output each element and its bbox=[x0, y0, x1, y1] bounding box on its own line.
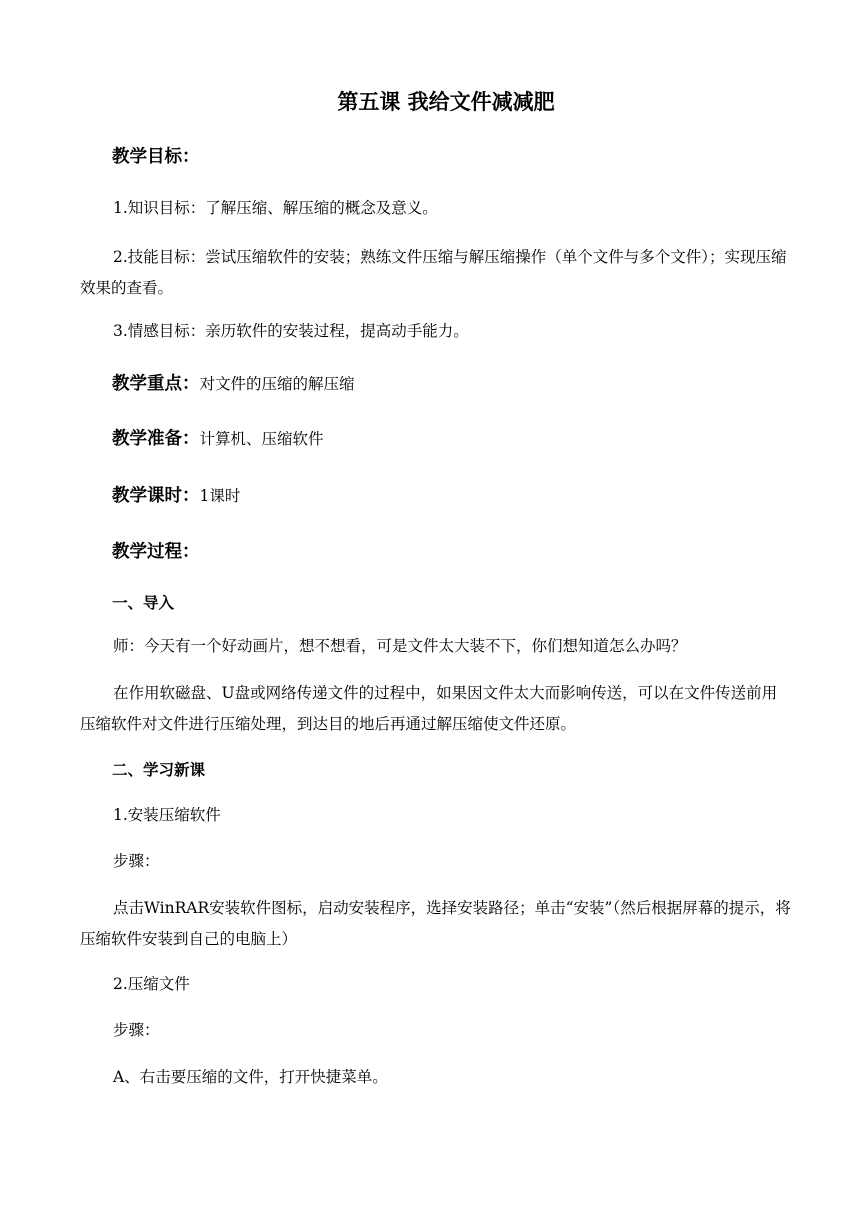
intro-paragraph-2: 在作用软磁盘、U盘或网络传递文件的过程中，如果因文件太大而影响传送，可以在文件传送前用压缩软件对文件进行压缩处理，到达目的地后再通过解压缩使文件还原。 bbox=[80, 684, 778, 733]
hours-label: 教学课时： bbox=[112, 486, 200, 506]
section-1-text: 点击WinRAR安装软件图标，启动安装程序，选择安装路径；单击“安装”（然后根据屏幕的提示，将压缩软件安装到自己的电脑上） bbox=[80, 899, 791, 948]
preparation-value: 计算机、压缩软件 bbox=[199, 430, 324, 448]
key-point-value: 对文件的压缩的解压缩 bbox=[199, 375, 355, 393]
section-1-steps-label: 步骤： bbox=[113, 852, 160, 870]
section-1-title: 1.安装压缩软件 bbox=[113, 806, 221, 824]
objective-skill: 2.技能目标：尝试压缩软件的安装；熟练文件压缩与解压缩操作（单个文件与多个文件）；实现压缩效果的查看。 bbox=[80, 248, 787, 297]
objective-knowledge: 1.知识目标：了解压缩、解压缩的概念及意义。 bbox=[113, 199, 438, 217]
intro-heading: 一、导入 bbox=[112, 594, 175, 612]
page-title: 第五课 我给文件减减肥 bbox=[337, 90, 555, 114]
key-point-line bbox=[112, 369, 824, 400]
new-lesson-heading: 二、学习新课 bbox=[112, 761, 206, 779]
preparation-label: 教学准备： bbox=[112, 429, 200, 449]
section-2-title: 2.压缩文件 bbox=[113, 975, 190, 993]
objectives-heading: 教学目标： bbox=[112, 147, 200, 167]
preparation-line bbox=[112, 424, 824, 455]
hours-value: 1课时 bbox=[199, 487, 241, 505]
key-point-label: 教学重点： bbox=[112, 374, 200, 394]
section-2-steps-label: 步骤： bbox=[113, 1021, 160, 1039]
objective-emotion: 3.情感目标：亲历软件的安装过程，提高动手能力。 bbox=[113, 322, 469, 340]
hours-line bbox=[112, 481, 824, 512]
intro-paragraph-1: 师：今天有一个好动画片，想不想看，可是文件太大装不下，你们想知道怎么办吗？ bbox=[113, 637, 687, 655]
process-heading: 教学过程： bbox=[112, 542, 200, 562]
section-2-step-a: A、右击要压缩的文件，打开快捷菜单。 bbox=[113, 1068, 388, 1086]
